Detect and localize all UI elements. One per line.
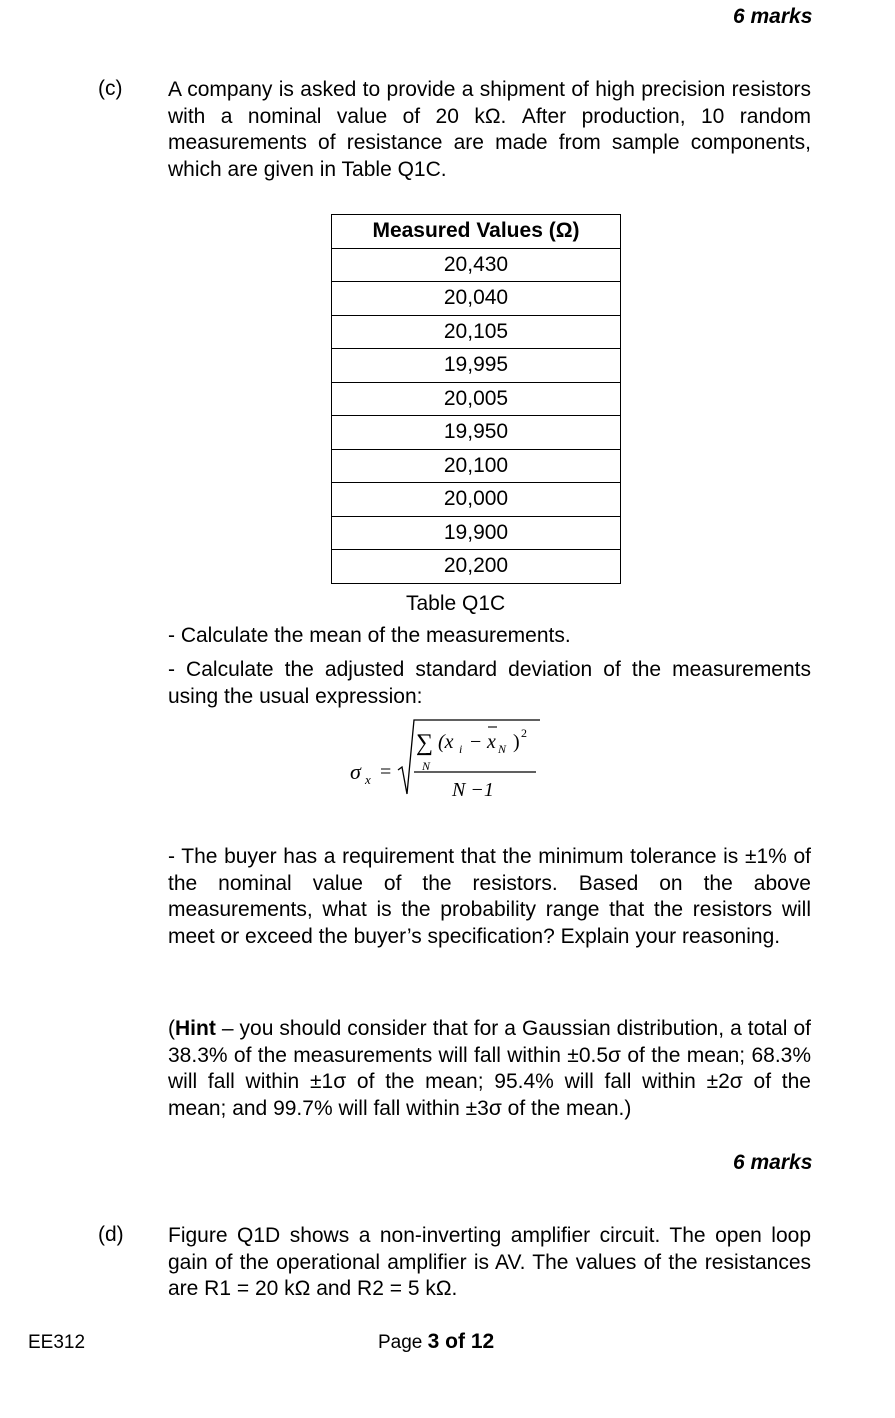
table-cell: 20,430 [332, 248, 621, 282]
formula-xbar-sub: N [498, 742, 507, 756]
formula-minus: − [470, 731, 482, 753]
part-d-label: (d) [98, 1223, 124, 1246]
part-d-text [168, 1223, 811, 1303]
formula-sigma: σ [350, 759, 361, 784]
table-caption: Table Q1C [406, 592, 506, 615]
table-cell: 19,995 [332, 349, 621, 383]
table-q1c [331, 214, 621, 584]
formula-xi: (x [438, 731, 454, 753]
table-cell: 20,105 [332, 315, 621, 349]
hint [168, 1016, 811, 1122]
formula-equals: = [380, 761, 392, 783]
table-cell: 19,900 [332, 516, 621, 550]
formula-denominator: N −1 [452, 779, 494, 801]
table-cell: 19,950 [332, 416, 621, 450]
part-c-intro-text: A company is asked to provide a shipment of high precision resistors with a nominal value of 20 kΩ. After production, 10 random measurements of resistance are made from sample components, which are given in Table Q1C. [168, 78, 811, 181]
task-probability-text: - The buyer has a requirement that the minimum tolerance is ±1% of the nominal value of the resistors. Based on the above measurements, what is the probability range that the resistors will meet or exceed the buyer’s specification? Explain your reasoning. [168, 845, 811, 948]
hint-bold: Hint [175, 1017, 216, 1040]
hint-open-paren: ( [168, 1017, 175, 1040]
task-std-dev [168, 657, 811, 710]
task-mean: - Calculate the mean of the measurements. [168, 624, 571, 647]
formula-xi-sub: i [459, 742, 463, 756]
footer-page-number: 3 of 12 [427, 1330, 495, 1353]
formula-sum: ∑ [416, 730, 434, 756]
footer-page-prefix: Page [378, 1332, 428, 1353]
task-probability [168, 844, 811, 950]
table-header: Measured Values (Ω) [332, 215, 621, 249]
table-cell: 20,100 [332, 449, 621, 483]
hint-text: – you should consider that for a Gaussian distribution, a total of 38.3% of the measurements will fall within ±0.5σ of the mean; 68.3% will fall within ±1σ of the mean; 95.4% will fall within ±2σ of the mean; and 99.7% will fall within ±3σ of the mean.) [168, 1017, 811, 1120]
marks-top: 6 marks [733, 5, 813, 28]
formula-power: 2 [521, 726, 527, 740]
table-cell: 20,000 [332, 483, 621, 517]
part-c-intro [168, 77, 811, 183]
table-cell: 20,005 [332, 382, 621, 416]
task-std-dev-text: - Calculate the adjusted standard deviation of the measurements using the usual expression: [168, 658, 811, 708]
std-dev-formula [330, 712, 590, 807]
formula-sigma-sub: x [365, 772, 371, 787]
formula-xbar: x [487, 731, 496, 753]
marks-part-c: 6 marks [733, 1151, 813, 1174]
table-cell: 20,040 [332, 282, 621, 316]
footer-course: EE312 [28, 1332, 86, 1353]
formula-close: ) [513, 731, 520, 753]
part-c-label: (c) [98, 77, 123, 100]
footer-page [378, 1330, 494, 1354]
table-cell: 20,200 [332, 550, 621, 584]
part-d-text-content: Figure Q1D shows a non-inverting amplifier circuit. The open loop gain of the operational amplifier is AV. The values of the resistances are R1 = 20 kΩ and R2 = 5 kΩ. [168, 1224, 811, 1300]
formula-sum-sub: N [422, 759, 431, 773]
